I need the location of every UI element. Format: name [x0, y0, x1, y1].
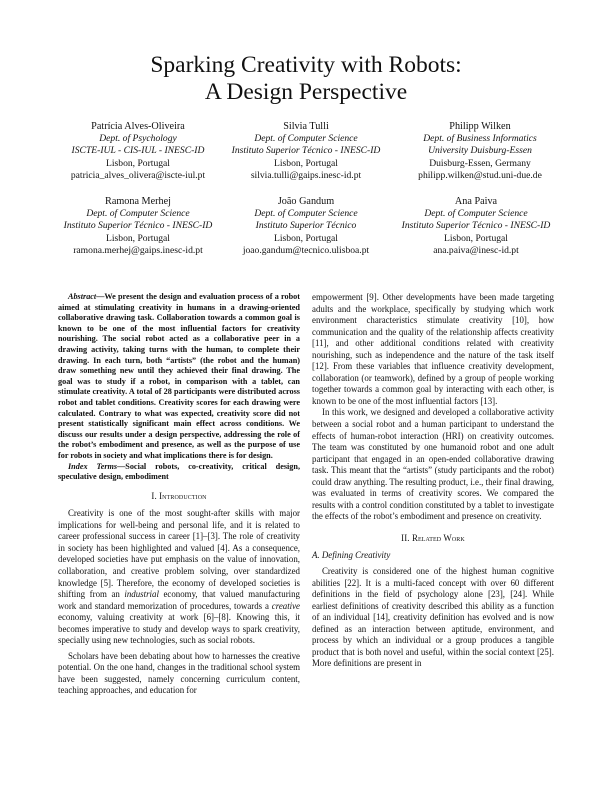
author-location: Lisbon, Portugal — [274, 157, 338, 169]
author-institution: Instituto Superior Técnico — [255, 220, 357, 232]
intro-text: economy, that valued manufacturing work and standard memorization of procedures, towards a — [58, 589, 300, 611]
related-paragraph-1: Creativity is considered one of the highest human cognitive abilities [22]. It is a multi-faced concept with over 60 different definitions in the field of psychology alone [23], [24]. While earliest definitions of creativity described this ability as a function of an individual [14], creativity definition has evolved and is now defined as an interaction between aptitude, environment, and process by which an individual or a group produces a tangible product that is both novel and useful, within the social context [25]. More definitions are present in — [312, 566, 554, 669]
author-institution: University Duisburg-Essen — [428, 145, 532, 157]
right-column — [312, 292, 554, 670]
author-dept: Dept. of Computer Science — [254, 208, 358, 220]
author-location: Lisbon, Portugal — [444, 232, 508, 244]
author-email[interactable]: ramona.merhej@gaips.inesc-id.pt — [73, 244, 203, 256]
abstract — [58, 292, 300, 462]
intro-text: economy, valuing creativity at work [6]–[8]. Knowing this, it becomes imperative to study and develop ways to spark creativity, specially using new technologies, such as social robots. — [58, 612, 300, 646]
author-dept: Dept. of Business Informatics — [423, 133, 537, 145]
section-heading-introduction — [58, 491, 300, 503]
index-terms-label: Index Terms — [68, 461, 118, 471]
intro-paragraph-2: Scholars have been debating about how to harnesses the creative potential. On the one hand, changes in the traditional school system have been suggested, namely concerning curriculum content, teaching approaches, and education for — [58, 650, 300, 696]
section-number: I. — [151, 490, 157, 501]
author-name: Philipp Wilken — [449, 121, 511, 132]
author-location: Duisburg-Essen, Germany — [429, 157, 531, 169]
author-email[interactable]: philipp.wilken@stud.uni-due.de — [418, 169, 542, 181]
section-heading-related-work — [312, 533, 554, 545]
abstract-label: Abstract — [68, 292, 97, 301]
author-email[interactable]: patricia_alves_olivera@iscte-iul.pt — [70, 169, 206, 181]
index-terms — [58, 462, 300, 483]
left-column — [58, 292, 300, 697]
intro-paragraph-1 — [58, 508, 300, 647]
author-institution: ISCTE-IUL - CIS-IUL - INESC-ID — [71, 145, 205, 157]
abstract-text: —We present the design and evaluation process of a robot aimed at stimulating creativity in humans in a drawing-oriented collaborative drawing task. Collaboration towards a common goal is known to be one of the most influential factors for creativity nourishing. The social robot acted as a collaborative peer in a drawing activity, taking turns with the human, to complete their drawing. In each turn, both “artists” (the robot and the human) draw something new until they achieved their final drawing. The goal was to study if a robot, in comparison with a tablet, can stimulate creativity. A total of 28 participants were distributed across robot and tablet conditions. Creativity scores for each drawing were calculated. Contrary to what was expected, creativity score did not present statistically significant main effect across conditions. We discuss our results under a design perspective, addressing the role of the robot’s embodiment and presence, as well as the purpose of use for robots in society and what implications there is for design. — [58, 292, 300, 460]
subsection-heading-defining-creativity: A. Defining Creativity — [312, 550, 391, 561]
author-institution: Instituto Superior Técnico - INESC-ID — [231, 145, 381, 157]
author-block-wilken — [400, 121, 560, 182]
intro-emphasis: creative — [271, 600, 300, 611]
author-institution: Instituto Superior Técnico - INESC-ID — [63, 220, 213, 232]
author-block-merhej — [58, 196, 218, 257]
paper-title — [0, 52, 612, 106]
author-location: Lisbon, Portugal — [274, 232, 338, 244]
intro-paragraph-4: In this work, we designed and developed a collaborative activity between a social robot and a human participant to understand the effects of human-robot interaction (HRI) on creativity outcomes. The team was constituted by one humanoid robot and one adult participant that engaged in an open-ended collaborative drawing task. This meant that the “artists” (study participants and the robot) could draw anything. The resulting product, i.e., their final drawing, was evaluated in terms of creativity scores. We compared the results with a control condition constituted by a tablet to investigate the effects of the robot’s embodiment and presence on creativity. — [312, 407, 554, 522]
author-name: Silvia Tulli — [283, 121, 329, 132]
author-dept: Dept. of Computer Science — [254, 133, 358, 145]
author-dept: Dept. of Computer Science — [424, 208, 528, 220]
author-location: Lisbon, Portugal — [106, 232, 170, 244]
author-email[interactable]: joao.gandum@tecnico.ulisboa.pt — [242, 244, 370, 256]
author-location: Lisbon, Portugal — [106, 157, 170, 169]
author-email[interactable]: silvia.tulli@gaips.inesc-id.pt — [250, 169, 362, 181]
intro-paragraph-3: empowerment [9]. Other developments have been made targeting adults and the workplace, specifically by studying which work environment characteristics stimulate creativity [10], how communication and the quality of the relationship affects creativity [11], and other additional conditions related with creativity nourishing, such as independence and the nature of the task itself [12]. From these variables that influence creativity development, collaboration (or teamwork), defined by a group of people working together towards a common goal by interacting with each other, is known to be one of the most influential factors [13]. — [312, 292, 554, 406]
author-block-gandum — [226, 196, 386, 257]
author-name: Ramona Merhej — [105, 196, 171, 207]
section-number: II. — [401, 532, 410, 543]
title-line-1: Sparking Creativity with Robots: — [150, 52, 462, 78]
author-name: Ana Paiva — [454, 196, 498, 207]
index-terms-text: —Social robots, co-creativity, critical design, speculative design, embodiment — [58, 461, 300, 482]
author-block-alves-oliveira — [58, 121, 218, 182]
author-name: Patrícia Alves-Oliveira — [91, 121, 185, 132]
author-institution: Instituto Superior Técnico - INESC-ID — [401, 220, 551, 232]
intro-text: Creativity is one of the most sought-after skills with major implications for well-being and personal life, and it is related to career professional success in career [1]–[3]. The role of creativity in society has been highlighted and valued [4]. As a consequence, developed societies have put emphasis on the value of innovation, collaboration, and creative problem solving, over standardized knowledge [5]. Therefore, the economy of developed societies is shifting from an — [58, 508, 300, 600]
author-email[interactable]: ana.paiva@inesc-id.pt — [433, 244, 519, 256]
title-line-2: A Design Perspective — [204, 79, 408, 105]
author-block-paiva — [396, 196, 556, 257]
section-title: Related Work — [411, 532, 465, 543]
author-dept: Dept. of Computer Science — [86, 208, 190, 220]
section-title: Introduction — [159, 490, 207, 501]
intro-emphasis: industrial — [124, 589, 159, 600]
author-block-tulli — [226, 121, 386, 182]
author-name: João Gandum — [277, 196, 335, 207]
author-dept: Dept. of Psychology — [99, 133, 177, 145]
